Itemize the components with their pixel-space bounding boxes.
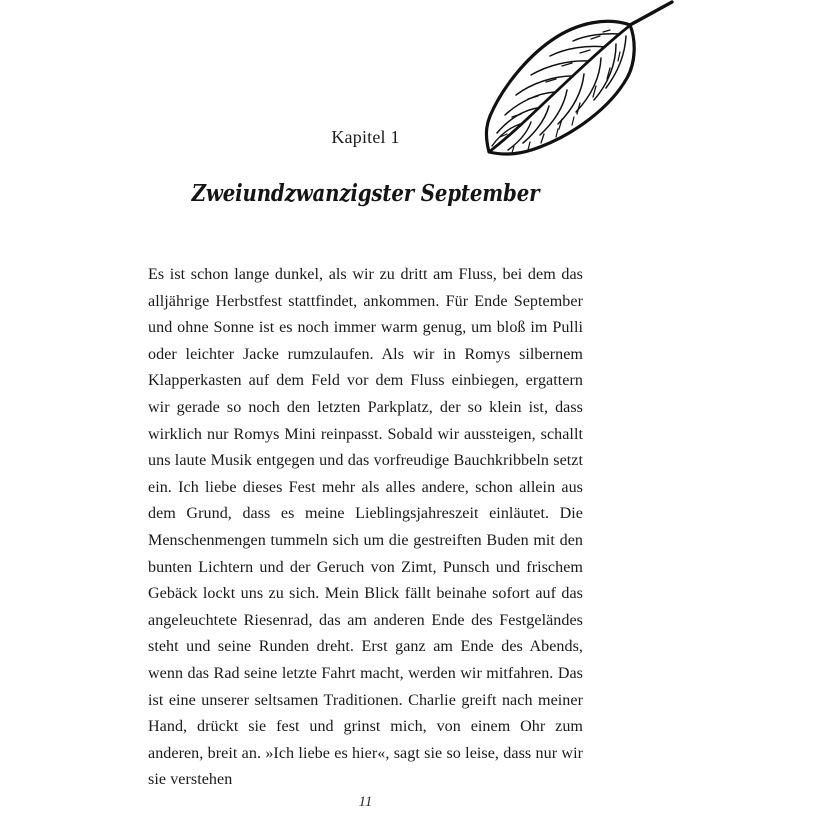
body-paragraph: Es ist schon lange dunkel, als wir zu dritt am Fluss, bei dem das alljährige Herbstfest stattfindet, ankommen. Für Ende September und ohne Sonne ist es noch immer warm genug, um bloß im Pulli oder leichter Jacke rumzulaufen. Als wir in Romys silbernem Klapperkasten auf dem Feld vor dem Fluss einbiegen, ergattern wir gerade so noch den letzten Parkplatz, der so klein ist, dass wirklich nur Romys Mini reinpasst. Sobald wir aussteigen, schallt uns laute Musik entgegen und das vorfreudige Bauchkribbeln setzt ein. Ich liebe dieses Fest mehr als alles andere, schon allein aus dem Grund, dass es meine Lieblingsjahreszeit einläutet. Die Menschenmengen tummeln sich um die gestreiften Buden mit den bunten Lichtern und der Geruch von Zimt, Punsch und frischem Gebäck lockt uns zu sich. Mein Blick fällt beinahe sofort auf das angeleuchtete Riesenrad, das am anderen Ende des Festgeländes steht und seine Runden dreht. Erst ganz am Ende des Abends, wenn das Rad seine letzte Fahrt macht, werden wir mitfahren. Das ist eine unserer seltsamen Traditionen. Charlie greift nach meiner Hand, drückt sie fest und grinst mich, von einem Ohr zum anderen, breit an. »Ich liebe es hier«, sagt sie so leise, dass nur wir sie verstehen [148, 266, 583, 789]
chapter-title: Zweiundzwanzigster September [191, 180, 540, 207]
chapter-label: Kapitel 1 [331, 127, 400, 147]
page-number: 11 [358, 794, 373, 810]
body-text [148, 262, 583, 794]
